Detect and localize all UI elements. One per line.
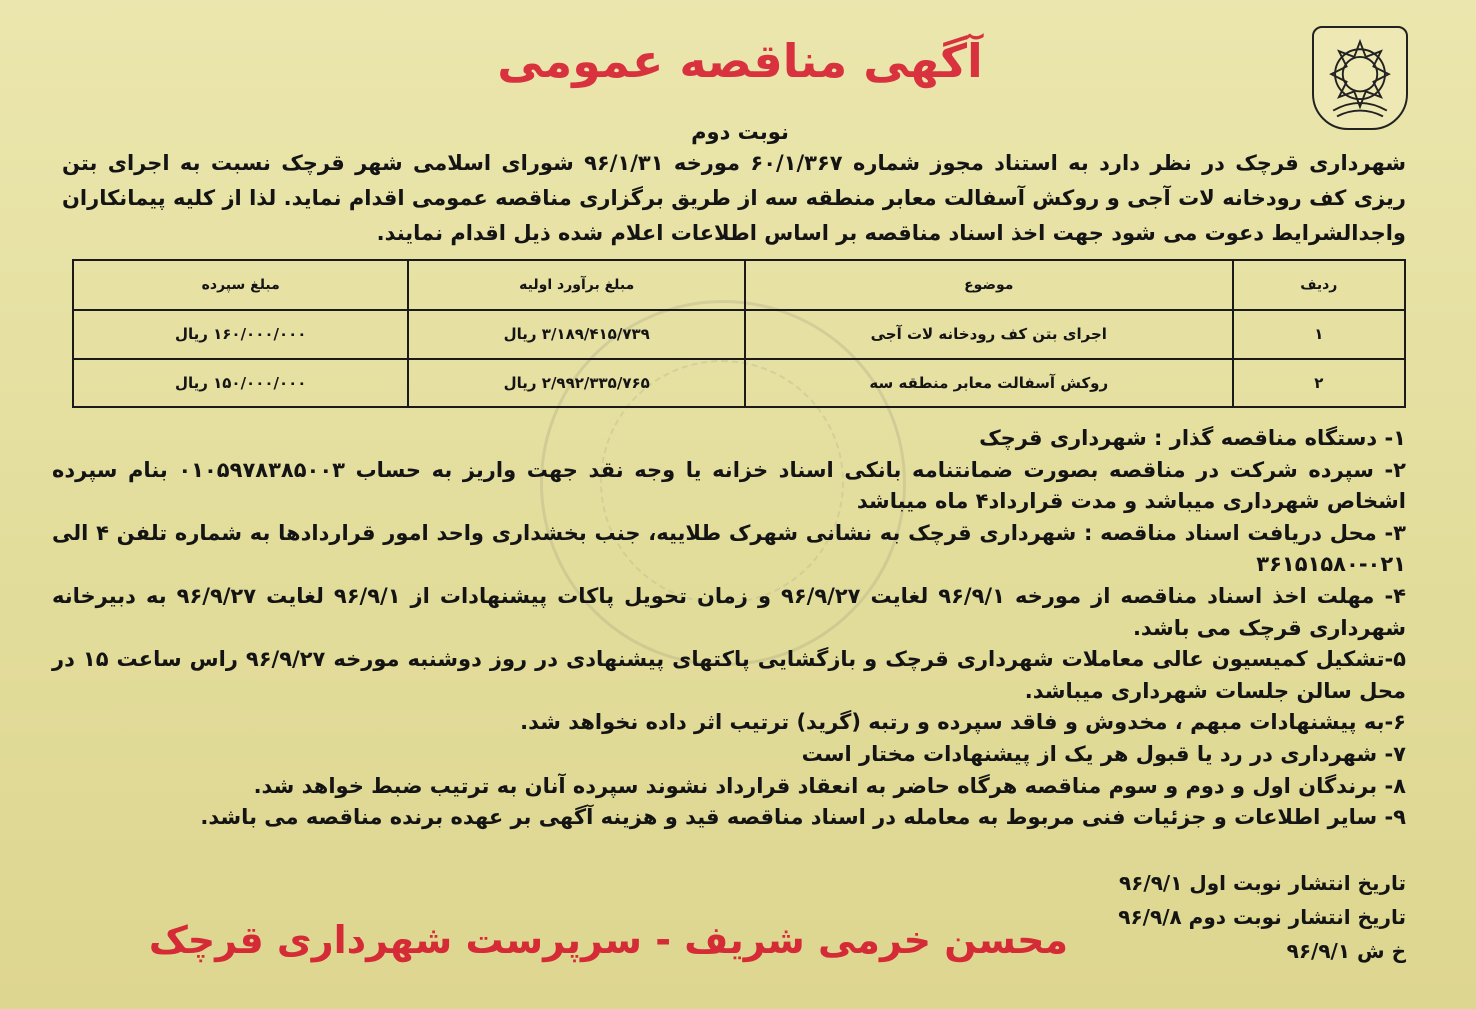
clauses-list	[52, 423, 1406, 834]
clause-item: ۵-تشکیل کمیسیون عالی معاملات شهرداری قرچک و بازگشایی پاکتهای پیشنهادی در روز دوشنبه مورخه ۹۶/۹/۲۷ راس ساعت ۱۵ در محل سالن جلسات شهرداری میباشد.	[52, 647, 1406, 703]
municipality-emblem-icon	[1312, 26, 1408, 130]
clause-item: ۷- شهرداری در رد یا قبول هر یک از پیشنهادات مختار است	[801, 741, 1406, 766]
tender-table	[72, 259, 1406, 408]
signature: محسن خرمی شریف - سرپرست شهرداری قرچک	[148, 918, 1068, 962]
clause-item: ۱- دستگاه مناقصه گذار : شهرداری قرچک	[979, 426, 1406, 450]
table-header-row	[73, 260, 1405, 310]
publication-dates	[1100, 866, 1406, 968]
second-publication-date: تاریخ انتشار نوبت دوم ۹۶/۹/۸	[1118, 905, 1406, 929]
clause-item: ۶-به پیشنهادات مبهم ، مخدوش و فاقد سپرده و رتبه (گرید) ترتیب اثر داده نخواهد شد.	[520, 710, 1406, 735]
cell-estimate: ۳/۱۸۹/۴۱۵/۷۳۹ ریال	[408, 310, 745, 359]
cell-row-number: ۱	[1233, 310, 1405, 359]
cell-estimate: ۲/۹۹۲/۳۳۵/۷۶۵ ریال	[408, 359, 745, 408]
first-publication-date: تاریخ انتشار نوبت اول ۹۶/۹/۱	[1118, 871, 1406, 895]
page-title: آگهی مناقصه عمومی	[497, 34, 983, 88]
header-subject: موضوع	[745, 260, 1233, 310]
header-estimate: مبلغ برآورد اولیه	[408, 260, 745, 310]
publication-round: نوبت دوم	[691, 120, 789, 144]
clause-item: ۳- محل دریافت اسناد مناقصه : شهرداری قرچک به نشانی شهرک طلاییه، جنب بخشداری واحد امور قراردادها به شماره تلفن ۴ الی ۰۲۱-۳۶۱۵۱۵۸۰	[52, 520, 1406, 577]
table-row	[73, 359, 1405, 408]
cell-subject: اجرای بتن کف رودخانه لات آجی	[745, 310, 1233, 359]
header-deposit: مبلغ سپرده	[73, 260, 408, 310]
intro-paragraph: شهرداری قرچک در نظر دارد به استناد مجوز شماره ۶۰/۱/۳۶۷ مورخه ۹۶/۱/۳۱ شورای اسلامی شهر قرچک نسبت به اجرای بتن ریزی کف رودخانه لات آجی و روکش آسفالت معابر منطقه سه از طریق برگزاری مناقصه عمومی اقدام نماید. لذا از کلیه پیمانکاران واجدالشرایط دعوت می شود جهت اخذ اسناد مناقصه بر اساس اطلاعات اعلام شده ذیل اقدام نمایند.	[62, 151, 1406, 245]
clause-item: ۹- سایر اطلاعات و جزئیات فنی مربوط به معامله در اسناد مناقصه قید و هزینه آگهی بر عهده برنده مناقصه می باشد.	[200, 805, 1406, 830]
cell-deposit: ۱۶۰/۰۰۰/۰۰۰ ریال	[73, 310, 408, 359]
clause-item: ۴- مهلت اخذ اسناد مناقصه از مورخه ۹۶/۹/۱ لغایت ۹۶/۹/۲۷ و زمان تحویل پاکات پیشنهادات از ۹۶/۹/۱ لغایت ۹۶/۹/۲۷ به دبیرخانه شهرداری قرچک می باشد.	[52, 583, 1406, 640]
cell-deposit: ۱۵۰/۰۰۰/۰۰۰ ریال	[73, 359, 408, 408]
clause-item: ۲- سپرده شرکت در مناقصه بصورت ضمانتنامه بانکی اسناد خزانه یا وجه نقد جهت واریز به حساب ۰۱۰۵۹۷۸۳۸۵۰۰۳ بنام سپرده اشخاص شهرداری میباشد و مدت قرارداد۴ ماه میباشد	[52, 457, 1406, 514]
clause-item: ۸- برندگان اول و دوم و سوم مناقصه هرگاه حاضر به انعقاد قرارداد نشوند سپرده آنان به ترتیب ضبط خواهد شد.	[253, 773, 1406, 798]
header-row-number: ردیف	[1233, 260, 1405, 310]
cell-subject: روکش آسفالت معابر منطقه سه	[745, 359, 1233, 408]
cell-row-number: ۲	[1233, 359, 1405, 408]
publication-code: خ ش ۹۶/۹/۱	[1286, 939, 1406, 963]
table-row	[73, 310, 1405, 359]
